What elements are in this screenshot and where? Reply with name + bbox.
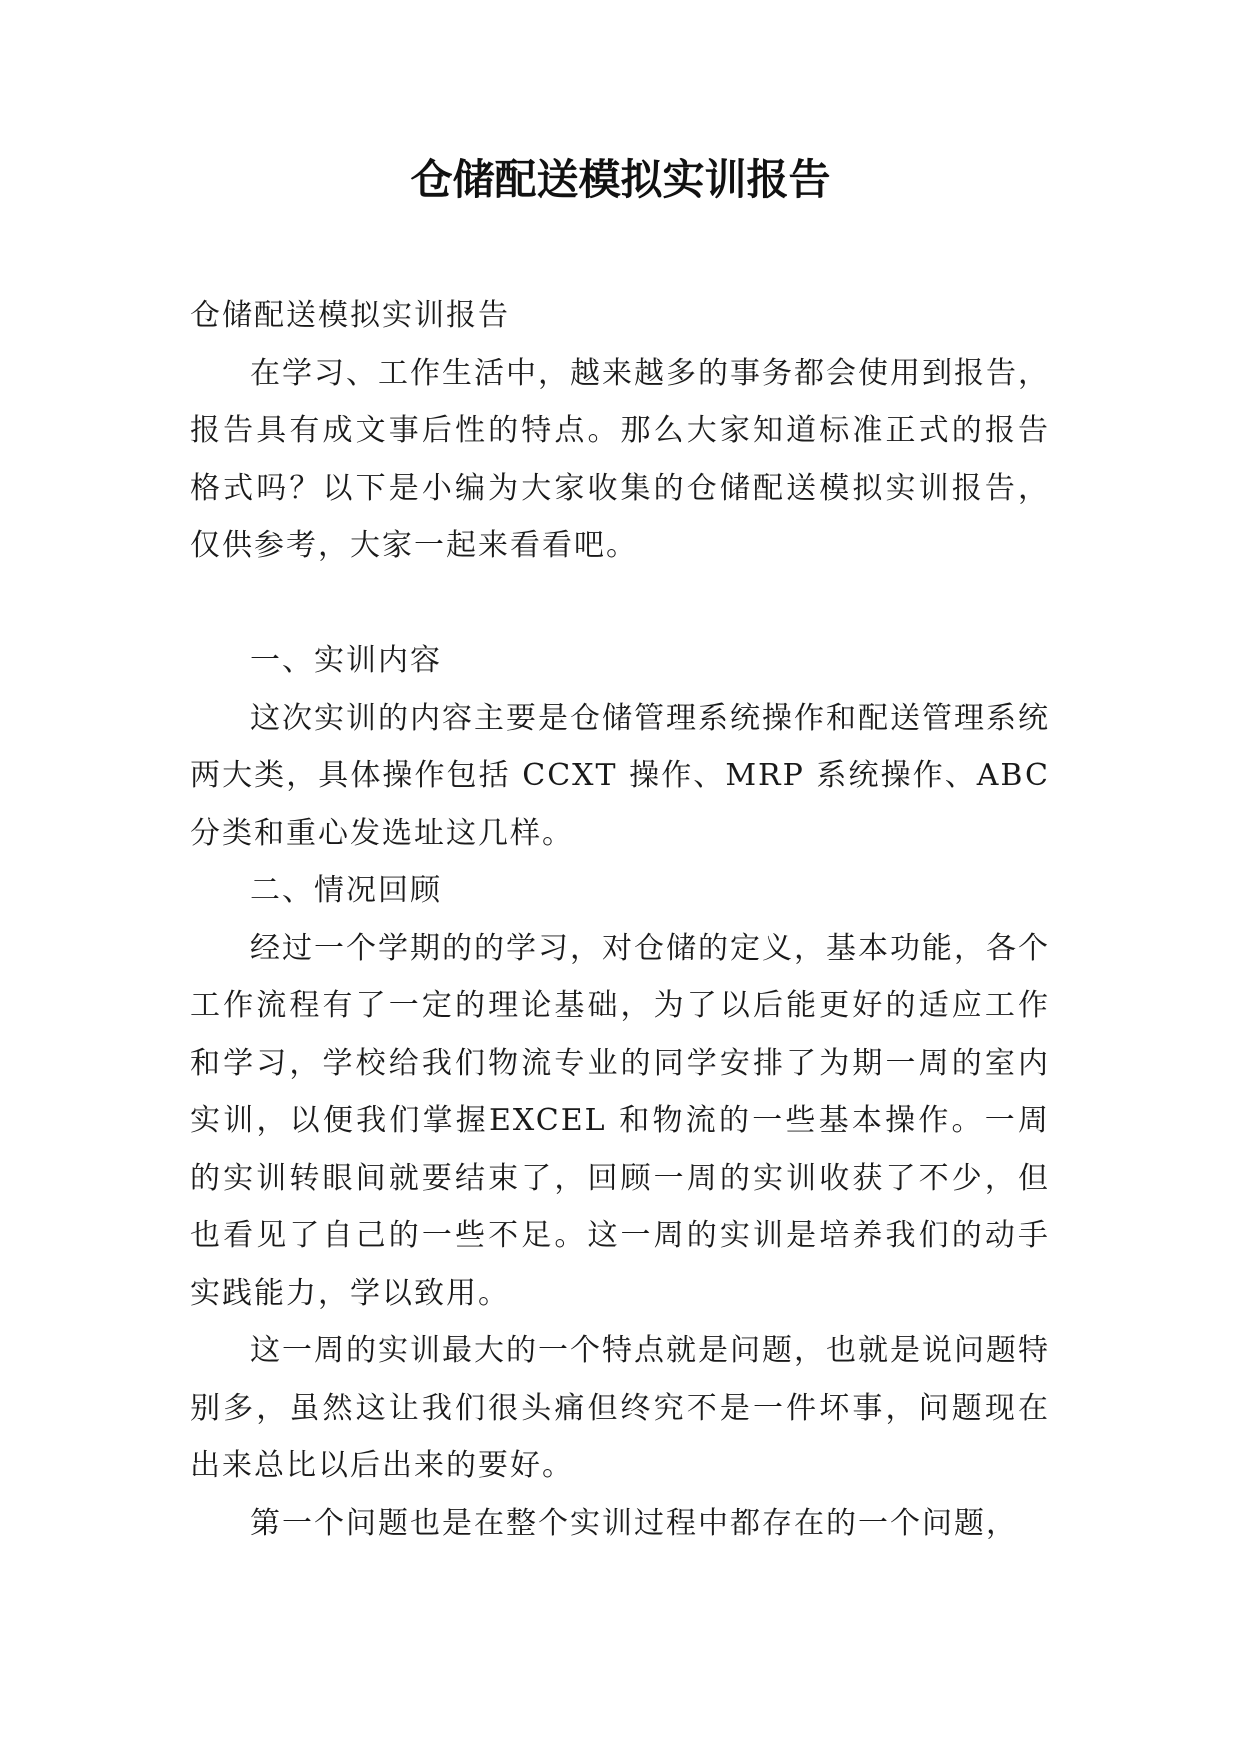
- review-paragraph-1: 经过一个学期的的学习，对仓储的定义，基本功能，各个工作流程有了一定的理论基础，为了以后能更好的适应工作和学习，学校给我们物流专业的同学安排了为期一周的室内实训，以便我们掌握EXCEL 和物流的一些基本操作。一周的实训转眼间就要结束了，回顾一周的实训收获了不少，但也看见了自己的一些不足。这一周的实训是培养我们的动手实践能力，学以致用。: [190, 930, 1050, 1311]
- review-paragraph-2: 这一周的实训最大的一个特点就是问题，也就是说问题特别多，虽然这让我们很头痛但终究不是一件坏事，问题现在出来总比以后出来的要好。: [190, 1333, 1050, 1483]
- intro-paragraph: 在学习、工作生活中，越来越多的事务都会使用到报告，报告具有成文事后性的特点。那么大家知道标准正式的报告格式吗？以下是小编为大家收集的仓储配送模拟实训报告，仅供参考，大家一起来看看吧。: [190, 355, 1050, 563]
- section-content-paragraph: 这次实训的内容主要是仓储管理系统操作和配送管理系统两大类，具体操作包括 CCXT 操作、MRP 系统操作、ABC 分类和重心发选址这几样。: [190, 700, 1050, 851]
- document-title: 仓储配送模拟实训报告: [410, 155, 831, 204]
- paragraph-spacer: [190, 575, 1050, 633]
- section-heading-review: 二、情况回顾: [250, 873, 442, 908]
- review-paragraph-3: 第一个问题也是在整个实训过程中都存在的一个问题，: [250, 1505, 1018, 1541]
- section-heading-content: 一、实训内容: [250, 643, 442, 678]
- document-subtitle: 仓储配送模拟实训报告: [190, 298, 510, 333]
- document-body: [190, 287, 1050, 1552]
